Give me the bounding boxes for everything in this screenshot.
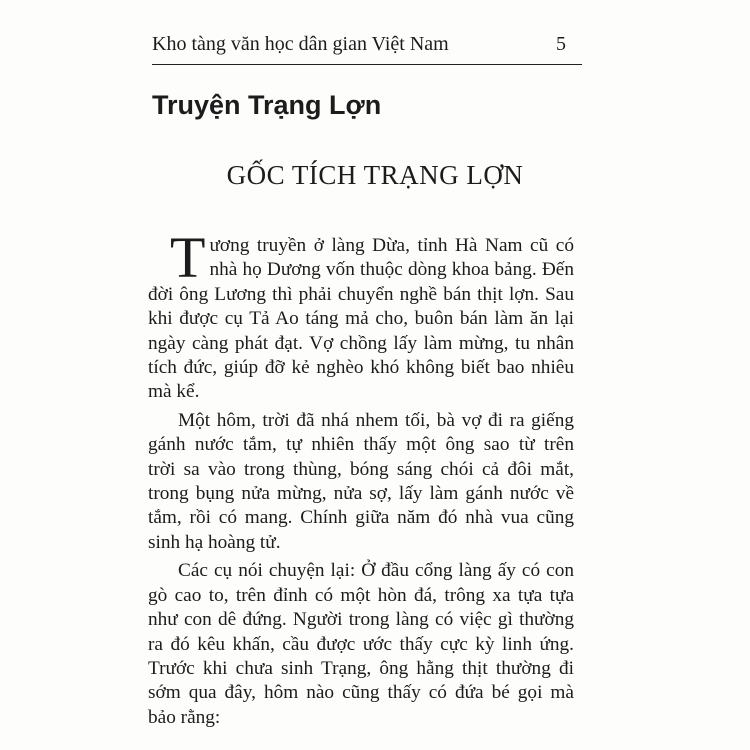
text-line: tích đức, giúp đỡ kẻ nghèo khó không biết bao nhiêu <box>148 357 574 379</box>
body-text <box>148 225 574 730</box>
text-line: sinh hạ hoàng tử. <box>148 531 281 553</box>
drop-cap: T <box>170 225 206 290</box>
page-number: 5 <box>556 33 566 55</box>
paragraph-2 <box>148 409 574 555</box>
text-line: Một hôm, trời đã nhá nhem tối, bà vợ đi ra giếng <box>178 409 574 431</box>
text-line: mà kể. <box>148 381 200 403</box>
text-line: đời ông Lương thì phải chuyển nghề bán thịt lợn. Sau <box>148 283 574 305</box>
text-line: trong bụng nửa mừng, nửa sợ, lấy làm gánh nước về <box>148 483 574 505</box>
text-line: sớm qua đây, hôm nào cũng thấy có đứa bé gọi mà <box>148 682 574 704</box>
text-line: khi được cụ Tả Ao táng mả cho, buôn bán làm ăn lại <box>148 308 574 330</box>
header-title: Kho tàng văn học dân gian Việt Nam <box>152 33 449 55</box>
text-line: ương truyền ở làng Dừa, tỉnh Hà Nam cũ có <box>209 235 574 256</box>
text-line: tắm, rồi có mang. Chính giữa năm đó nhà vua cũng <box>148 507 574 529</box>
text-line: Các cụ nói chuyện lại: Ở đầu cổng làng ấy có con <box>178 560 574 582</box>
text-line: ra đó kêu khấn, cầu được ước thấy cực kỳ linh ứng. <box>148 633 574 655</box>
text-line: Trước khi chưa sinh Trạng, ông hằng thịt thường đi <box>148 657 574 679</box>
chapter-title: GỐC TÍCH TRẠNG LỢN <box>226 160 524 190</box>
text-line: trời sa vào trong thùng, bóng sáng chói cả đôi mắt, <box>148 458 574 480</box>
running-header <box>152 30 582 65</box>
story-title: Truyện Trạng Lợn <box>152 90 382 120</box>
text-line: nhà họ Dương vốn thuộc dòng khoa bảng. Đến <box>209 259 574 281</box>
text-line: như con dê đứng. Người trong làng có việc gì thường <box>148 609 574 631</box>
text-line: ngày càng phát đạt. Vợ chồng lấy làm mừng, tu nhân <box>148 332 574 354</box>
text-line: gánh nước tắm, tự nhiên thấy một ông sao từ trên <box>148 434 574 456</box>
text-line: bảo rằng: <box>148 706 221 728</box>
paragraph-3 <box>148 559 574 730</box>
paragraph-1 <box>148 225 574 405</box>
text-line: gò cao to, trên đỉnh có một hòn đá, trông xa tựa tựa <box>148 584 574 606</box>
